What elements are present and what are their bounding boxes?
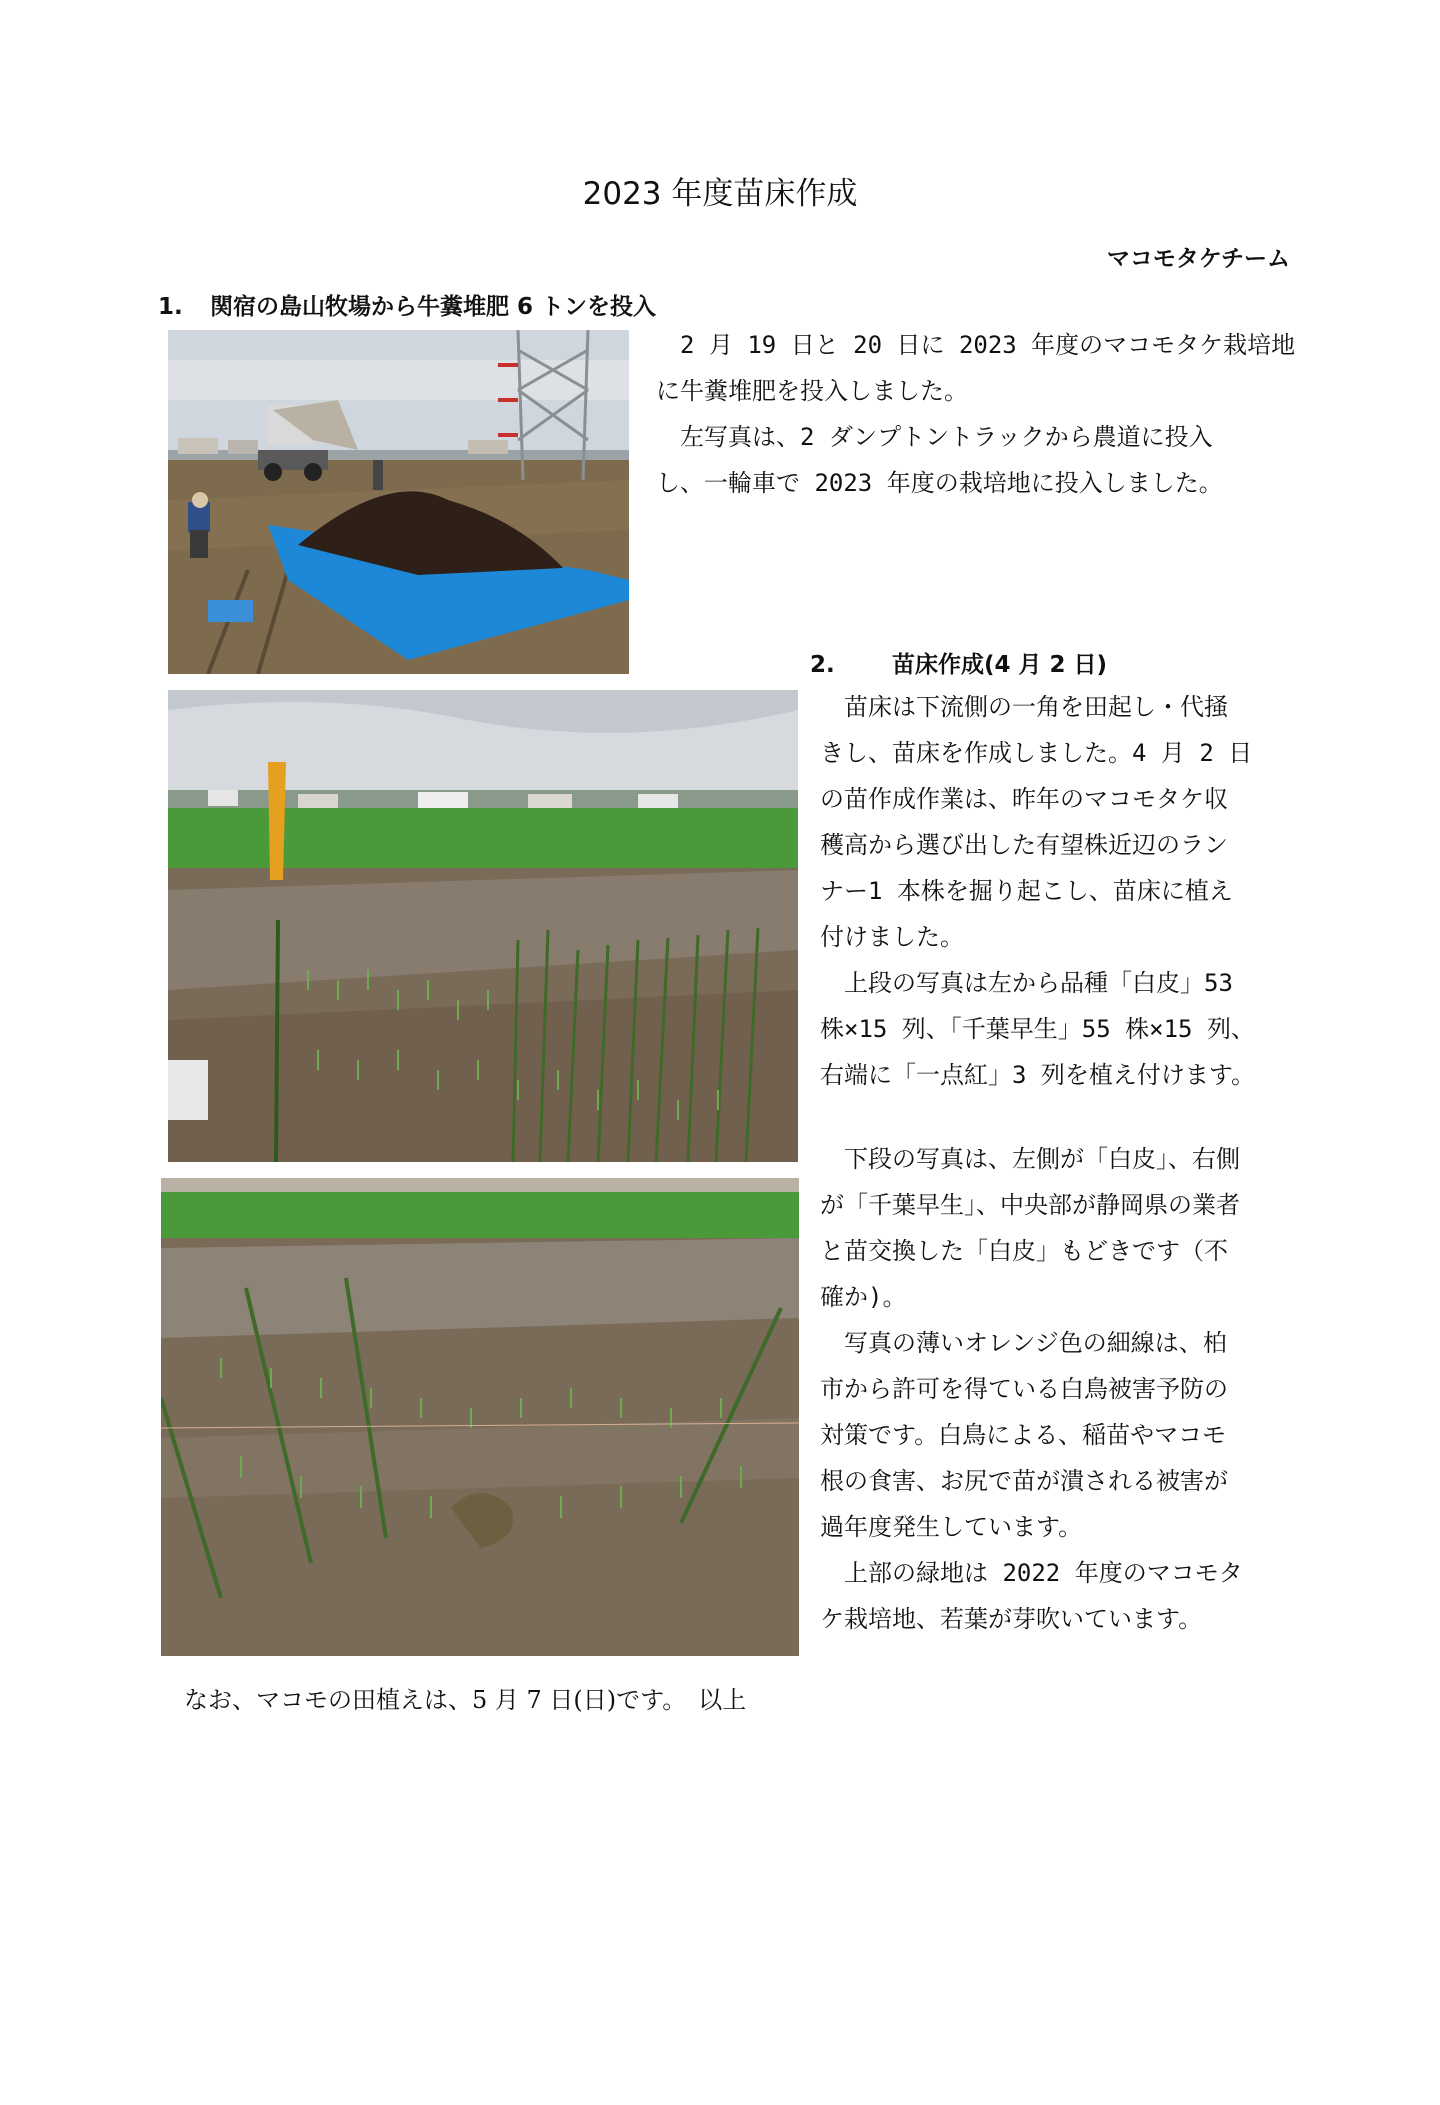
section2-body-lower: 下段の写真は、左側が「白皮」、右側 が「千葉早生」、中央部が静岡県の業者 と苗交換した「白皮」もどきです（不 確か)。 写真の薄いオレンジ色の細線は、柏 市から許可を得ている白鳥被害予防の 対策です。白鳥による、稲苗やマコモ 根の食害、お尻で苗が潰される被害が 過年度発生しています。 上部の緑地は 2022 年度のマコモタ ケ栽培地、若葉が芽吹いています。 <box>820 1145 1243 1633</box>
section2-number: 2. <box>810 652 835 678</box>
section1-body: 2 月 19 日と 20 日に 2023 年度のマコモタケ栽培地 に牛糞堆肥を投入しました。 左写真は、2 ダンプトントラックから農道に投入 し、一輪車で 2023 年度の栽培地に投入しました。 <box>656 331 1296 497</box>
closing-note: なお、マコモの田植えは、5 月 7 日(日)です。 以上 <box>184 1686 747 1714</box>
section2-heading <box>810 646 1107 679</box>
seedbed-upper-photo <box>168 690 798 1162</box>
seedbed-lower-photo <box>161 1178 799 1656</box>
section1-title: 関宿の島山牧場から牛糞堆肥 6 トンを投入 <box>210 294 657 320</box>
section1-heading <box>158 288 656 321</box>
page-title: 2023 年度苗床作成 <box>582 176 858 212</box>
section2-body: 苗床は下流側の一角を田起し・代掻 きし、苗床を作成しました。4 月 2 日 の苗作成作業は、昨年のマコモタケ収 穫高から選び出した有望株近辺のラン ナー1 本株を掘り起こし、苗床に植え 付けました。 上段の写真は左から品種「白皮」53 株×15 列、「千葉早生」55 株×15 列、 右端に「一点紅」3 列を植え付けます。 <box>820 693 1255 1089</box>
compost-delivery-photo <box>168 330 629 674</box>
team-name: マコモタケチーム <box>1106 246 1290 272</box>
section2-title: 苗床作成(4 月 2 日) <box>892 652 1108 678</box>
section1-number: 1. <box>158 294 183 320</box>
